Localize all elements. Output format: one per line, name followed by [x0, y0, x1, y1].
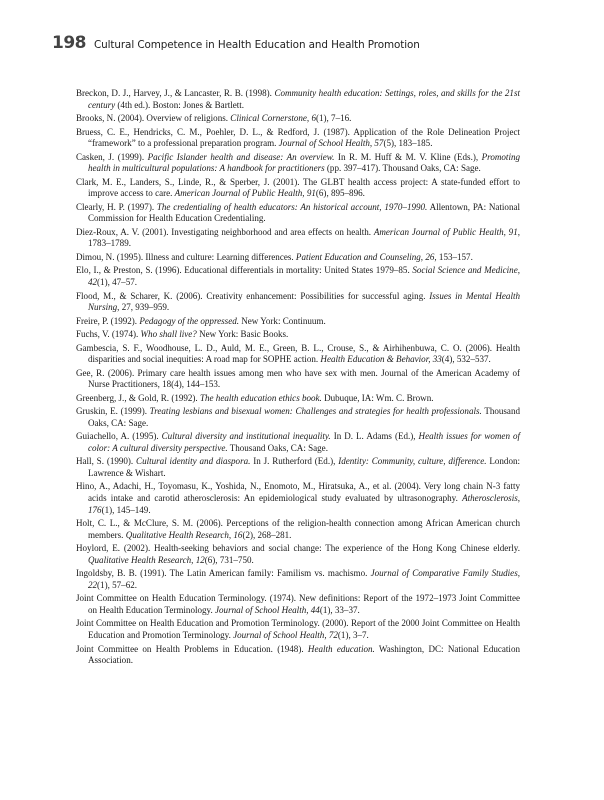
reference-entry — [76, 481, 520, 516]
reference-text: Gee, R. (2006). Primary care health issues among men who have sex with men. Journal of the American Academy of Nurse Practitioners, 18(4), 144–153. — [76, 367, 520, 390]
reference-title: Health education. — [307, 643, 375, 654]
reference-text: Joint Committee on Health Problems in Education. (1948). — [76, 643, 308, 654]
reference-text: Casken, J. (1999). — [76, 151, 148, 162]
reference-title: Pacific Islander health and disease: An overview. — [147, 151, 335, 162]
reference-title: The credentialing of health educators: An historical account, 1970–1990. — [156, 201, 428, 212]
reference-text: Hall, S. (1990). — [76, 456, 137, 467]
reference-entry — [76, 265, 520, 288]
reference-entry — [76, 368, 520, 391]
reference-title: Qualitative Health Research, 16 — [125, 529, 243, 540]
reference-text: Clark, M. E., Landers, S., Linde, R., & Sperber, J. (2001). The GLBT health access project: A state-funded effort to improve access to care. — [76, 176, 520, 199]
reference-text: (2), 268–281. — [242, 529, 292, 540]
reference-entry — [76, 291, 520, 314]
reference-text: Freire, P. (1992). — [76, 315, 140, 326]
reference-entry — [76, 456, 520, 479]
reference-text: (6), 895–896. — [315, 188, 365, 199]
reference-text: In R. M. Huff & M. V. Kline (Eds.), — [334, 151, 482, 162]
reference-text: Ingoldsby, B. B. (1991). The Latin American family: Familism vs. machismo. — [76, 568, 371, 579]
reference-title: Journal of Comparative Family Studies, 22 — [88, 568, 520, 590]
reference-title: Atherosclerosis, 176 — [88, 493, 520, 515]
reference-text: In D. L. Adams (Ed.), — [330, 431, 419, 442]
reference-text: (4), 532–537. — [441, 354, 491, 365]
reference-entry — [76, 227, 520, 250]
running-header — [52, 33, 420, 53]
reference-text: Dubuque, IA: Wm. C. Brown. — [321, 392, 434, 403]
reference-text: (1), 33–37. — [319, 604, 360, 615]
reference-text: Diez-Roux, A. V. (2001). Investigating neighborhood and area effects on health. — [76, 226, 374, 237]
reference-text: Allentown, PA: National Commission for Health Education Credentialing. — [88, 201, 521, 224]
reference-entry — [76, 431, 520, 454]
reference-entry — [76, 568, 520, 591]
page-number: 198 — [52, 33, 86, 53]
reference-title: Clinical Cornerstone, 6 — [230, 113, 316, 124]
reference-text: Brooks, N. (2004). Overview of religions. — [76, 113, 231, 124]
reference-text: (4th ed.). Boston: Jones & Bartlett. — [115, 99, 245, 110]
reference-entry — [76, 518, 520, 541]
reference-title: Identity: Community, culture, difference. — [338, 456, 487, 467]
reference-entry — [76, 393, 520, 405]
reference-text: Hoylord, E. (2002). Health-seeking behaviors and social change: The experience of the Hong Kong Chinese elderly. — [76, 543, 520, 554]
reference-title: Journal of School Health, 57 — [278, 138, 384, 149]
reference-text: (5), 183–185. — [383, 138, 433, 149]
reference-entry — [76, 316, 520, 328]
reference-title: Who shall live? — [140, 329, 197, 340]
reference-text: (1), 57–62. — [97, 579, 137, 590]
reference-text: , 27, 939–959. — [117, 302, 170, 313]
reference-text: (1), 47–57. — [97, 277, 137, 288]
reference-text: , 1783–1789. — [88, 226, 520, 249]
reference-list — [76, 88, 520, 669]
reference-entry — [76, 177, 520, 200]
reference-title: Community health education: Settings, roles, and skills for the 21st century — [88, 88, 520, 110]
reference-title: Health Education & Behavior, 33 — [320, 354, 442, 365]
reference-title: American Journal of Public Health, 91 — [373, 226, 518, 237]
reference-entry — [76, 593, 520, 616]
reference-entry — [76, 88, 520, 111]
reference-text: Thousand Oaks, CA: Sage. — [88, 406, 520, 428]
reference-title: Patient Education and Counseling, 26 — [295, 251, 435, 262]
reference-text: Clearly, H. P. (1997). — [76, 201, 157, 212]
reference-entry — [76, 644, 520, 667]
reference-entry — [76, 252, 520, 264]
reference-entry — [76, 343, 520, 366]
reference-text: Joint Committee on Health Education Terminology. (1974). New definitions: Report of the 1972–1973 Joint Committee on Health Education Terminology. — [76, 593, 520, 615]
reference-text: Guiachello, A. (1995). — [76, 431, 162, 442]
reference-title: American Journal of Public Health, 91 — [174, 188, 316, 199]
reference-title: Health issues for women of color: A cultural diversity perspective. — [88, 431, 521, 453]
reference-text: Breckon, D. J., Harvey, J., & Lancaster, R. B. (1998). — [76, 88, 275, 98]
reference-entry — [76, 406, 520, 429]
reference-title: Cultural diversity and institutional inequality. — [161, 431, 331, 442]
reference-text: Flood, M., & Scharer, K. (2006). Creativity enhancement: Possibilities for successful aging. — [76, 290, 430, 301]
book-title: Cultural Competence in Health Education and Health Promotion — [94, 39, 420, 51]
reference-entry — [76, 202, 520, 225]
reference-entry — [76, 329, 520, 341]
reference-text: Dimou, N. (1995). Illness and culture: Learning differences. — [76, 251, 296, 262]
reference-text: Fuchs, V. (1974). — [76, 329, 141, 340]
reference-text: Elo, I., & Preston, S. (1996). Educational differentials in mortality: United States 1979–85. — [76, 265, 413, 276]
reference-text: Bruess, C. E., Hendricks, C. M., Poehler, D. L., & Redford, J. (1987). Application of the Role Delineation Project “framework” to a professional preparation program. — [76, 126, 520, 149]
reference-title: Issues in Mental Health Nursing — [88, 290, 520, 313]
reference-text: , 153–157. — [434, 251, 473, 262]
reference-title: Pedagogy of the oppressed. — [139, 315, 239, 326]
reference-text: (1), 145–149. — [101, 504, 151, 515]
reference-title: The health education ethics book. — [199, 392, 322, 403]
reference-entry — [76, 113, 520, 125]
reference-text: Greenberg, J., & Gold, R. (1992). — [76, 392, 200, 403]
reference-title: Journal of School Health, 72 — [233, 630, 338, 641]
reference-entry — [76, 127, 520, 150]
reference-text: London: Lawrence & Wishart. — [88, 456, 520, 478]
reference-text: Thousand Oaks, CA: Sage. — [227, 442, 328, 453]
reference-title: Journal of School Health, 44 — [215, 604, 320, 615]
reference-text: (6), 731–750. — [204, 554, 254, 565]
reference-text: Joint Committee on Health Education and Promotion Terminology. (2000). Report of the 2000 Joint Committee on Health Education and Promotion Terminology. — [76, 618, 520, 641]
reference-title: Cultural identity and diaspora. — [136, 456, 251, 467]
reference-title: Promoting health in multicultural populations: A handbook for practitioners — [88, 151, 521, 174]
reference-entry — [76, 152, 520, 175]
reference-text: New York: Continuum. — [239, 315, 326, 326]
reference-text: In J. Rutherford (Ed.), — [250, 456, 339, 467]
reference-text: Holt, C. L., & McClure, S. M. (2006). Perceptions of the religion-health connection among African American church members. — [76, 518, 520, 540]
reference-text: Hino, A., Adachi, H., Toyomasu, K., Yoshida, N., Enomoto, M., Hiratsuka, A., et al. (2004). Very long chain N-3 fatty acids intake and carotid atherosclerosis: An epidemiological study evaluated by ultrasonography. — [76, 481, 520, 504]
reference-text: New York: Basic Books. — [196, 329, 289, 340]
reference-entry — [76, 543, 520, 566]
reference-text: Gruskin, E. (1999). — [76, 406, 150, 417]
reference-title: Qualitative Health Research, 12 — [88, 554, 205, 565]
reference-text: Washington, DC: National Education Association. — [88, 643, 520, 666]
reference-entry — [76, 618, 520, 641]
reference-title: Social Science and Medicine, 42 — [88, 265, 520, 288]
reference-text: (1), 7–16. — [315, 113, 352, 124]
reference-text: (1), 3–7. — [337, 630, 369, 641]
reference-text: (pp. 397–417). Thousand Oaks, CA: Sage. — [324, 163, 481, 174]
reference-text: Gambescia, S. F., Woodhouse, L. D., Auld, M. E., Green, B. L., Crouse, S., & Airhihenbuwa, C. O. (2006). Health disparities and social inequities: A road map for SOPHE action. — [76, 342, 520, 365]
reference-title: Treating lesbians and bisexual women: Challenges and strategies for health professionals. — [149, 406, 482, 417]
